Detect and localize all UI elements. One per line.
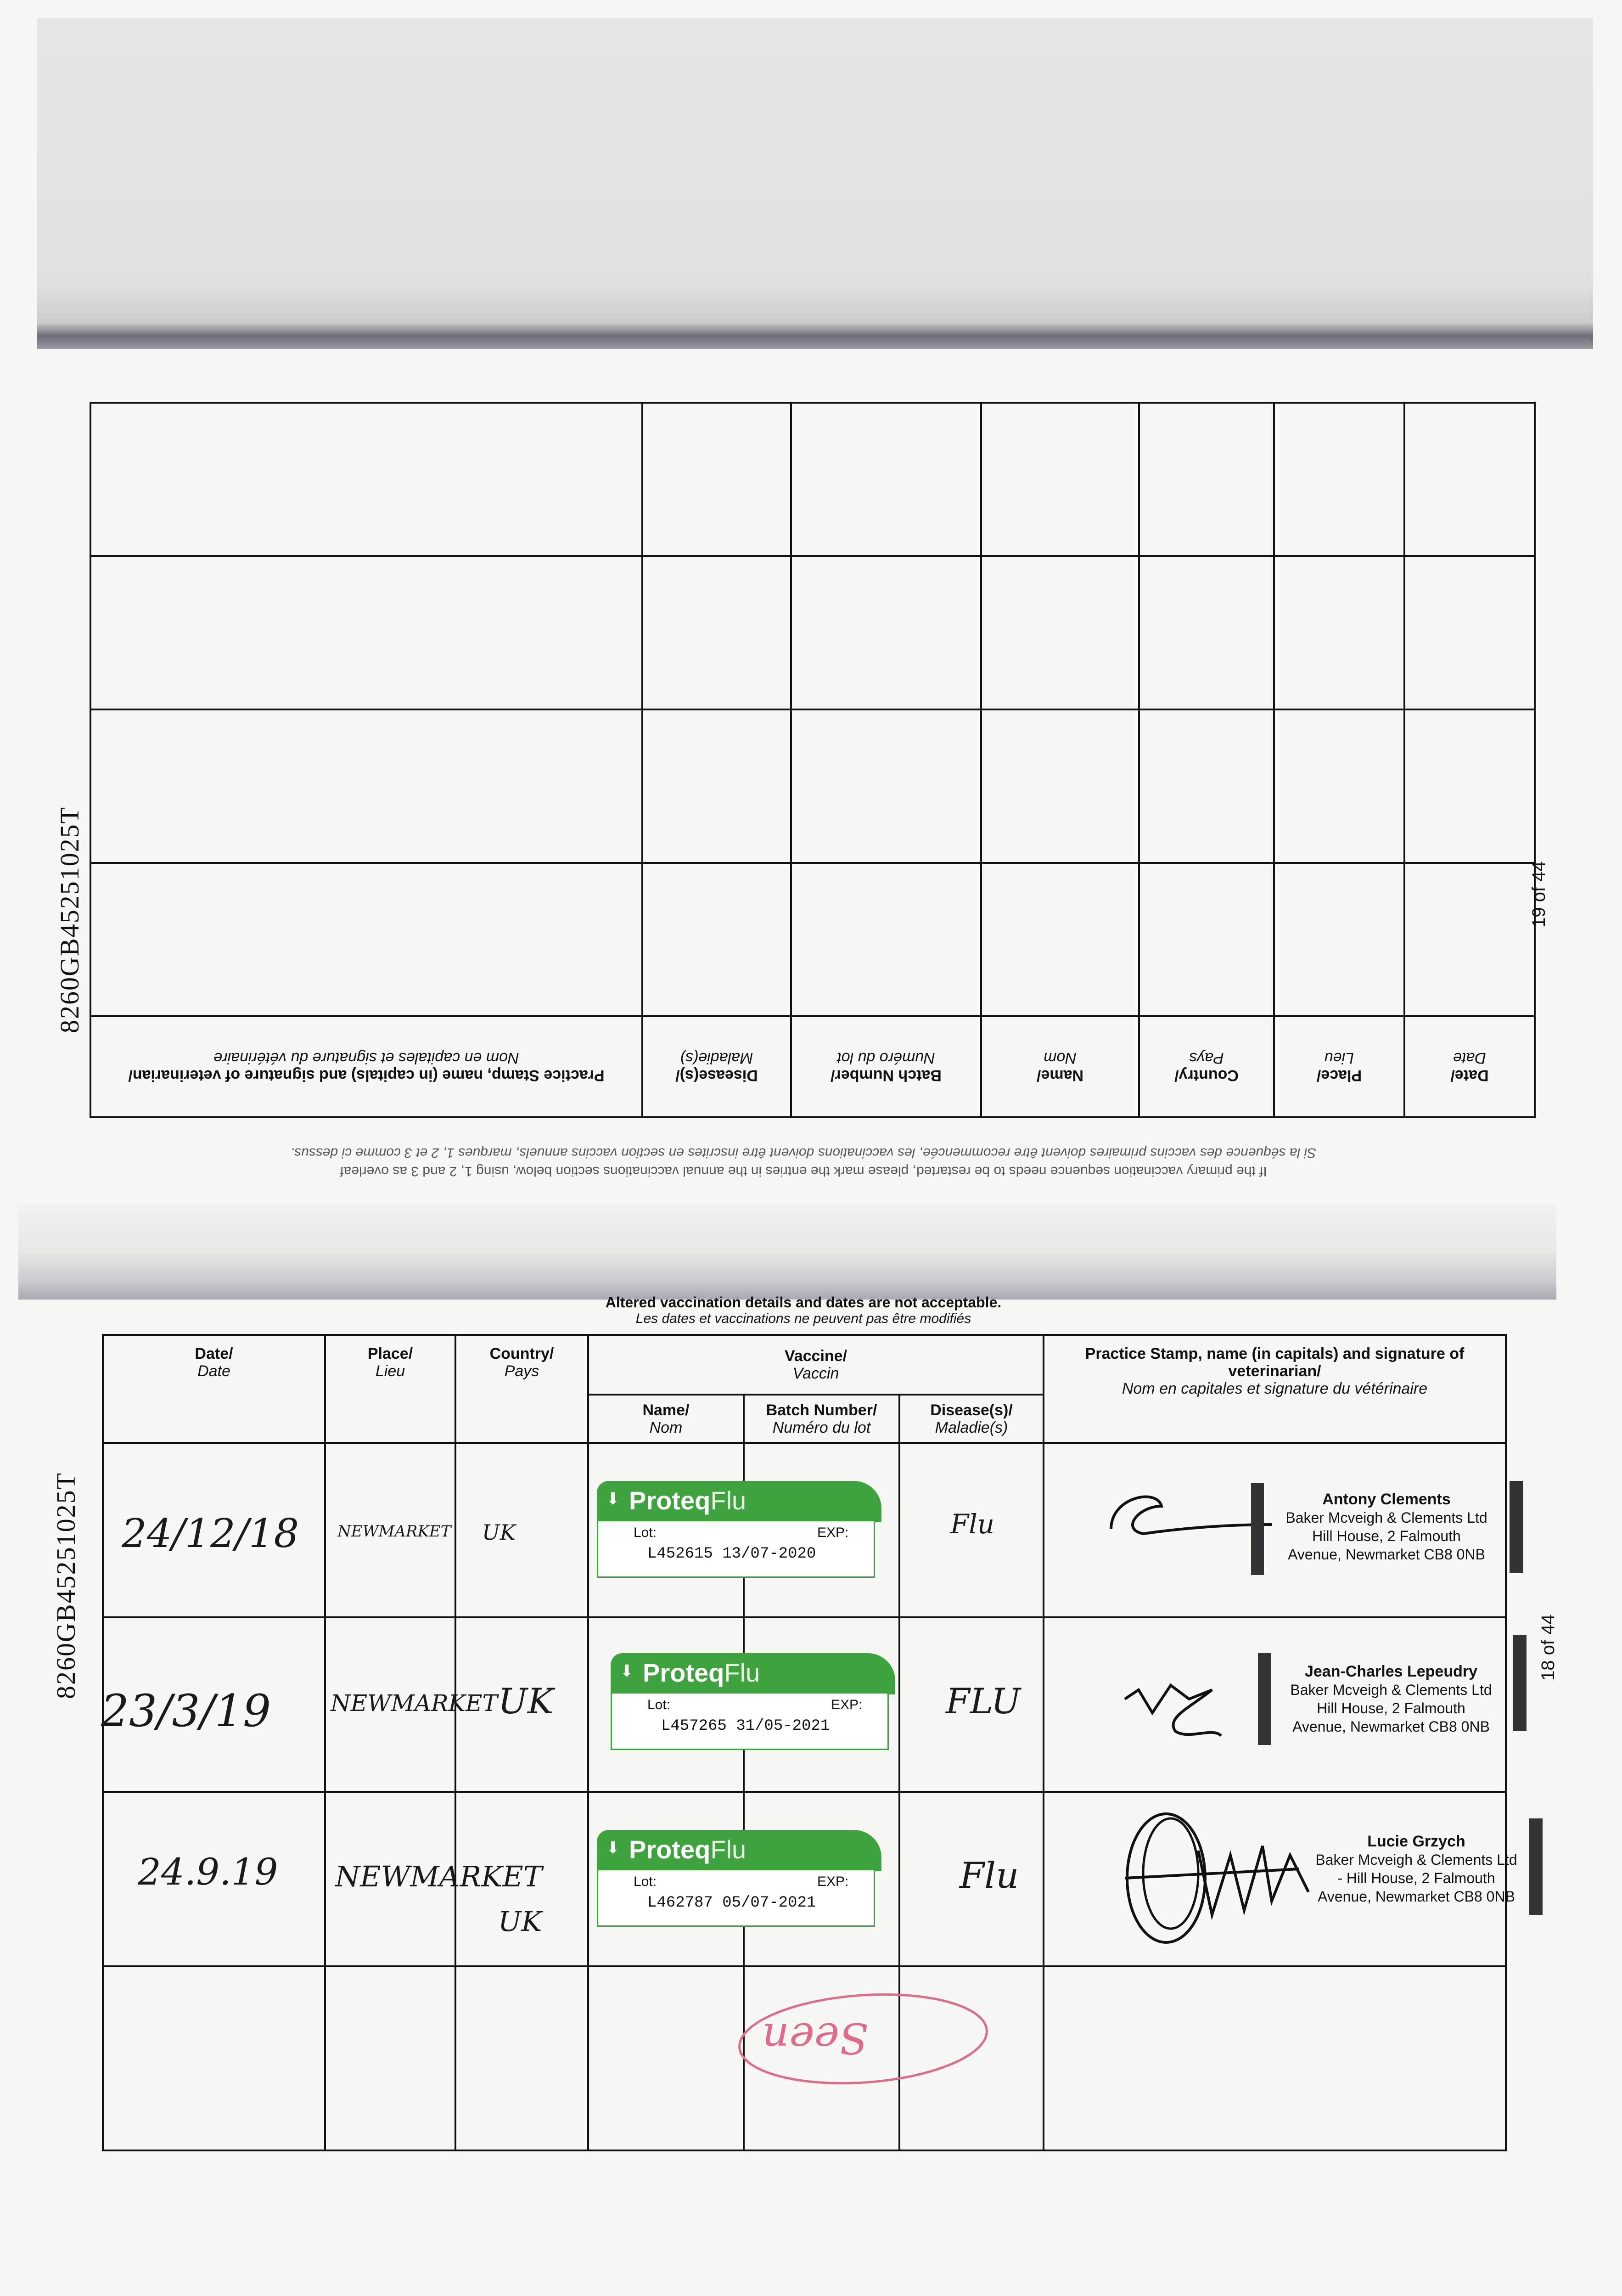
sticker-lot-label: Lot: xyxy=(647,1697,671,1712)
notice-line1: Altered vaccination details and dates are not acceptable. xyxy=(605,1294,1002,1311)
row2-vet: Jean-Charles Lepeudry xyxy=(1304,1663,1478,1680)
row3-vet: Lucie Grzych xyxy=(1367,1833,1465,1850)
row1-address1: Hill House, 2 Falmouth xyxy=(1312,1528,1461,1544)
row3-date: 24.9.19 xyxy=(138,1851,278,1893)
row2-date: 23/3/19 xyxy=(101,1685,271,1737)
row3-address1: - Hill House, 2 Falmouth xyxy=(1337,1870,1495,1886)
header-disease: Disease(s)/ Maladie(s) xyxy=(899,1395,1044,1443)
row1-address2: Avenue, Newmarket CB8 0NB xyxy=(1288,1546,1485,1563)
row1-vaccine-sticker xyxy=(597,1481,881,1577)
upper-vaccination-table xyxy=(90,402,1536,1118)
row1-lot: L452615 13/07-2020 xyxy=(647,1545,816,1563)
sticker-brand: ProteqFlu xyxy=(629,1486,746,1515)
row2-practice: Baker Mcveigh & Clements Ltd xyxy=(1290,1682,1492,1698)
page-number-upper: 19 of 44 xyxy=(1529,861,1549,928)
notice xyxy=(413,1294,1194,1327)
row2-signature xyxy=(1120,1671,1230,1750)
upper-header-place: Place/ Lieu xyxy=(1274,1016,1404,1117)
row2-stamp xyxy=(1267,1662,1515,1736)
row3-place: NEWMARKET xyxy=(335,1860,543,1893)
upper-header-stamp: Practice Stamp, name (in capitals) and signature of veterinarian/ Nom en capitales et signature du vétérinaire xyxy=(90,1016,642,1117)
sticker-brand: ProteqFlu xyxy=(643,1658,760,1687)
row2-address2: Avenue, Newmarket CB8 0NB xyxy=(1292,1718,1490,1735)
sticker-lot-label: Lot: xyxy=(634,1874,657,1889)
upper-header-batch: Batch Number/ Numéro du lot xyxy=(791,1016,981,1117)
page-number-lower: 18 of 44 xyxy=(1538,1614,1558,1681)
row2-vaccine-sticker xyxy=(611,1653,895,1750)
row3-country: UK xyxy=(498,1906,542,1938)
header-stamp: Practice Stamp, name (in capitals) and signature of veterinarian/ Nom en capitales et signature du vétérinaire xyxy=(1044,1335,1506,1443)
row2-country: UK xyxy=(498,1681,554,1722)
row3-lot: L462787 05/07-2021 xyxy=(647,1894,816,1912)
pink-scribble-text: Seen xyxy=(762,2014,869,2063)
redaction-bar xyxy=(1510,1481,1523,1573)
row1-signature xyxy=(1102,1479,1276,1548)
row3-signature xyxy=(1116,1800,1313,1947)
row3-address2: Avenue, Newmarket CB8 0NB xyxy=(1318,1888,1515,1905)
sticker-lot-label: Lot: xyxy=(634,1525,657,1540)
upper-instruction-line2: Si la séquence des vaccins primaires doivent être recommencée, les vaccinations doivent être inscrites en section vaccins annuels, marques 1, 2 et 3 comme ci dessus. xyxy=(290,1145,1317,1160)
row2-lot: L457265 31/05-2021 xyxy=(661,1717,830,1735)
scan-header-band xyxy=(37,18,1593,349)
row2-address1: Hill House, 2 Falmouth xyxy=(1317,1700,1465,1716)
upper-header-name: Name/ Nom xyxy=(981,1016,1139,1117)
upper-header-date: Date/ Date xyxy=(1404,1016,1535,1117)
row3-practice: Baker Mcveigh & Clements Ltd xyxy=(1315,1851,1517,1868)
sticker-arrow-icon: ⬇ xyxy=(606,1838,620,1857)
header-place: Place/ Lieu xyxy=(325,1335,455,1443)
document-id-lower: 8260GB45251025T xyxy=(51,1472,81,1699)
row2-disease: FLU xyxy=(946,1681,1021,1722)
header-name: Name/ Nom xyxy=(588,1395,744,1443)
row1-place: NEWMARKET xyxy=(337,1522,451,1541)
upper-header-disease: Disease(s)/ Maladie(s) xyxy=(642,1016,791,1117)
upper-header-country: Country/ Pays xyxy=(1139,1016,1274,1117)
row3-disease: Flu xyxy=(960,1855,1019,1896)
upper-instruction xyxy=(138,1143,1469,1180)
row2-place: NEWMARKET xyxy=(331,1690,498,1716)
fold-band xyxy=(18,1203,1556,1300)
redaction-bar xyxy=(1529,1818,1543,1915)
row1-date: 24/12/18 xyxy=(122,1511,299,1557)
row1-disease: Flu xyxy=(950,1508,995,1540)
row3-vaccine-sticker xyxy=(597,1830,881,1926)
row1-stamp xyxy=(1267,1490,1506,1564)
sticker-exp-label: EXP: xyxy=(831,1697,863,1712)
sticker-arrow-icon: ⬇ xyxy=(620,1661,634,1680)
header-batch: Batch Number/ Numéro du lot xyxy=(744,1395,899,1443)
notice-line2: Les dates et vaccinations ne peuvent pas être modifiés xyxy=(635,1311,971,1326)
row1-practice: Baker Mcveigh & Clements Ltd xyxy=(1285,1509,1487,1526)
row3-stamp xyxy=(1308,1832,1524,1906)
document-id-upper: 8260GB45251025T xyxy=(55,806,84,1033)
sticker-arrow-icon: ⬇ xyxy=(606,1489,620,1508)
row1-vet: Antony Clements xyxy=(1322,1491,1451,1508)
redaction-bar xyxy=(1513,1635,1527,1731)
upper-instruction-line1: If the primary vaccination sequence needs to be restarted, please mark the entries in the annual vaccinations section below, using 1, 2 and 3 as overleaf xyxy=(340,1164,1267,1179)
header-country: Country/ Pays xyxy=(455,1335,588,1443)
redaction-bar xyxy=(1251,1483,1264,1575)
sticker-brand: ProteqFlu xyxy=(629,1835,746,1864)
header-date: Date/ Date xyxy=(103,1335,325,1443)
sticker-exp-label: EXP: xyxy=(817,1525,849,1540)
sticker-exp-label: EXP: xyxy=(817,1874,849,1889)
row1-country: UK xyxy=(482,1520,516,1545)
header-vaccine: Vaccine/ Vaccin xyxy=(588,1335,1044,1395)
